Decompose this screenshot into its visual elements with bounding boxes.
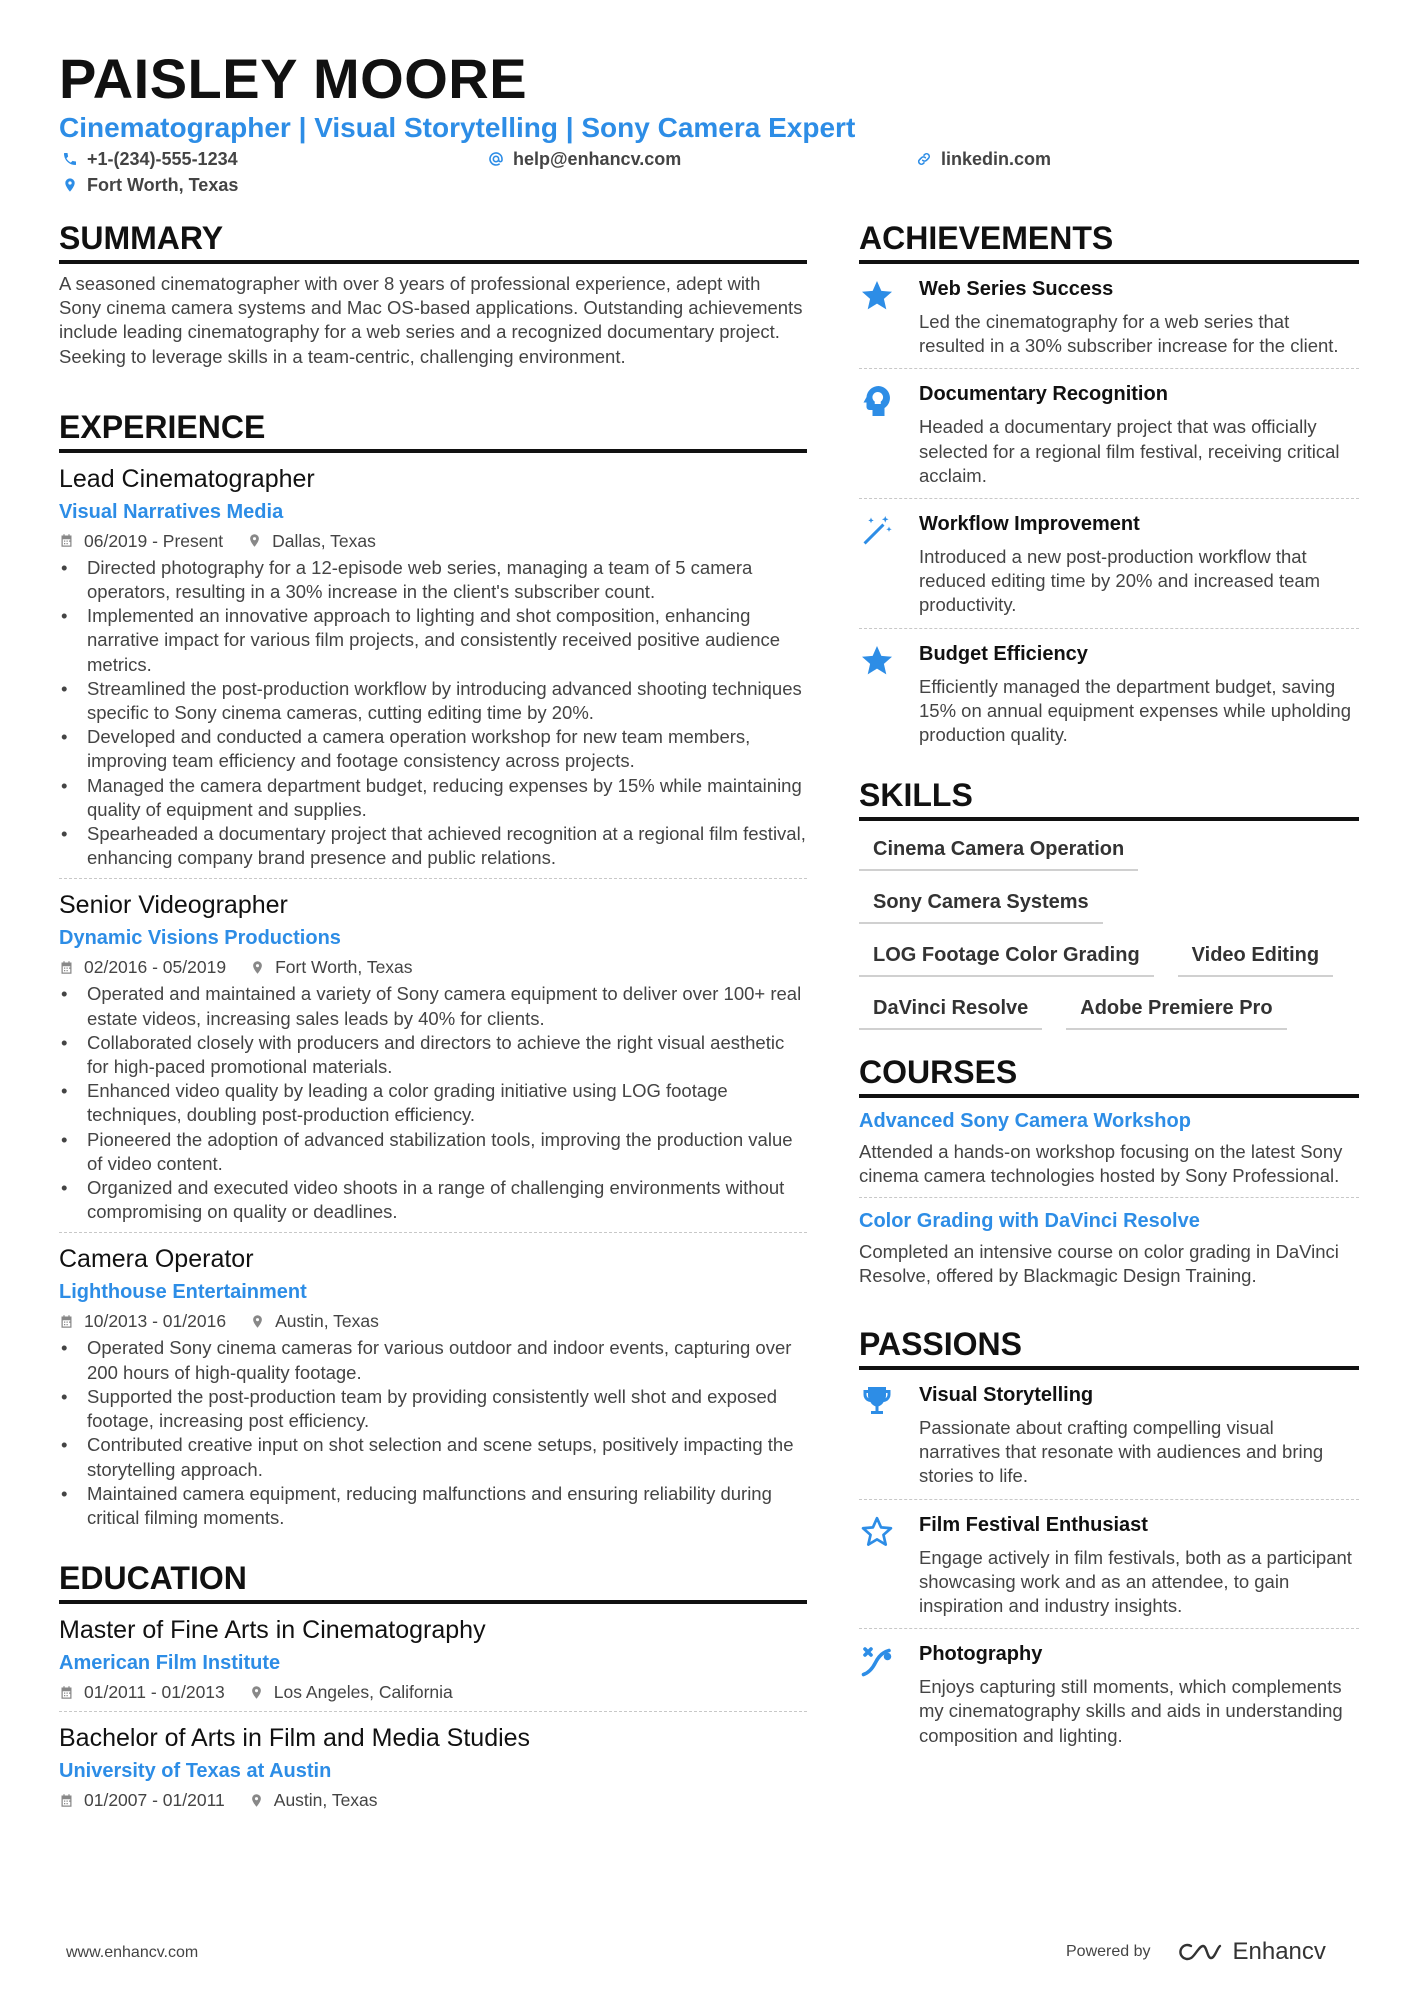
achievement-title: Budget Efficiency	[919, 642, 1088, 665]
experience-section	[59, 407, 807, 1530]
skills-section	[859, 775, 1359, 1030]
skill-tag: Sony Camera Systems	[859, 888, 1103, 924]
phone-icon	[62, 151, 78, 167]
contact-phone[interactable]	[62, 148, 238, 170]
location-pin-icon	[247, 533, 262, 548]
passion-title: Photography	[919, 1643, 1043, 1666]
education-school[interactable]: University of Texas at Austin	[59, 1760, 332, 1783]
contact-location	[62, 174, 238, 196]
passion-desc: Passionate about crafting compelling visual narratives that resonate with audiences and bring stories to life.	[919, 1417, 1324, 1487]
website-text: linkedin.com	[941, 149, 1052, 169]
job-bullet: • Directed photography for a 12-episode web series, managing a team of 5 camera operators, resulting in a 30% increase in the client's subscriber count.	[59, 556, 807, 604]
passion-item	[859, 1500, 1359, 1630]
courses-heading: COURSES	[859, 1052, 1359, 1098]
location-pin-icon	[249, 1685, 264, 1700]
passion-item	[859, 1629, 1359, 1758]
achievement-title: Web Series Success	[919, 278, 1114, 300]
job-location: Dallas, Texas	[272, 530, 376, 551]
job-bullet: • Supported the post-production team by providing consistently well shot and exposed footage, increasing post efficiency.	[59, 1385, 807, 1433]
job-bullet: • Pioneered the adoption of advanced stabilization tools, improving the production value of video content.	[59, 1128, 807, 1176]
course-item	[859, 1098, 1359, 1197]
enhancv-logo	[1177, 1938, 1326, 1966]
job-entry	[59, 463, 807, 880]
job-location: Austin, Texas	[275, 1311, 379, 1332]
passion-title: Visual Storytelling	[919, 1384, 1094, 1407]
location-pin-icon	[62, 177, 78, 193]
achievement-item	[859, 264, 1359, 369]
phone-text: +1-(234)-555-1234	[87, 149, 238, 169]
achievement-desc: Led the cinematography for a web series that resulted in a 30% subscriber increase for the client.	[919, 311, 1339, 357]
job-bullet: • Collaborated closely with producers and directors to achieve the right visual aesthetic for high-paced promotional materials.	[59, 1031, 807, 1079]
job-dates: 06/2019 - Present	[84, 530, 224, 551]
passion-item	[859, 1370, 1359, 1500]
achievement-item	[859, 369, 1359, 499]
education-entry	[59, 1614, 807, 1712]
candidate-name: PAISLEY MOORE	[59, 47, 528, 110]
divider	[59, 1232, 807, 1233]
candidate-tagline: Cinematographer | Visual Storytelling | Sony Camera Expert	[59, 112, 856, 143]
email-text: help@enhancv.com	[513, 149, 682, 169]
magic-wand-icon	[859, 513, 895, 549]
education-dates: 01/2011 - 01/2013	[84, 1682, 225, 1703]
achievement-title: Workflow Improvement	[919, 513, 1140, 536]
location-text: Fort Worth, Texas	[87, 175, 239, 195]
job-location: Fort Worth, Texas	[275, 957, 413, 978]
education-degree: Bachelor of Arts in Film and Media Studies	[59, 1724, 531, 1753]
course-desc: Completed an intensive course on color grading in DaVinci Resolve, offered by Blackmagic Design Training.	[859, 1240, 1339, 1286]
divider	[59, 1711, 807, 1712]
enhancv-logo-icon	[1177, 1941, 1223, 1963]
job-bullet: • Contributed creative input on shot selection and scene setups, positively impacting the storytelling approach.	[59, 1433, 807, 1481]
achievement-title: Documentary Recognition	[919, 383, 1168, 406]
skill-tag: Video Editing	[1178, 941, 1333, 977]
skills-list	[859, 835, 1359, 1030]
calendar-icon	[59, 1685, 74, 1700]
job-bullet: • Managed the camera department budget, reducing expenses by 15% while maintaining quality of equipment and supplies.	[59, 774, 807, 822]
summary-text: A seasoned cinematographer with over 8 years of professional experience, adept with Sony cinema camera systems and Mac OS-based applications. Outstanding achievements include leading cinematography for a web series and a recognized documentary project. Seeking to leverage skills in a team-centric, challenging environment.	[59, 273, 803, 367]
achievement-desc: Introduced a new post-production workflow that reduced editing time by 20% and increased team productivity.	[919, 546, 1321, 616]
achievements-heading: ACHIEVEMENTS	[859, 218, 1359, 264]
achievement-item	[859, 629, 1359, 758]
job-meta	[59, 956, 807, 978]
job-dates: 02/2016 - 05/2019	[84, 957, 227, 978]
calendar-icon	[59, 533, 74, 548]
contact-website[interactable]	[916, 148, 1051, 170]
experience-heading: EXPERIENCE	[59, 407, 807, 453]
job-role: Camera Operator	[59, 1245, 254, 1274]
education-meta	[59, 1681, 807, 1703]
head-idea-icon	[859, 383, 895, 419]
passion-desc: Enjoys capturing still moments, which complements my cinematography skills and aids in understanding composition and lighting.	[919, 1676, 1343, 1746]
course-title[interactable]: Color Grading with DaVinci Resolve	[859, 1209, 1200, 1232]
star-outline-icon	[859, 1514, 895, 1550]
education-school[interactable]: American Film Institute	[59, 1652, 281, 1675]
education-meta	[59, 1789, 807, 1811]
education-location: Los Angeles, California	[273, 1682, 453, 1703]
footer-website[interactable]: www.enhancv.com	[66, 1944, 199, 1961]
location-pin-icon	[249, 1793, 264, 1808]
education-heading: EDUCATION	[59, 1558, 807, 1604]
calendar-icon	[59, 1314, 74, 1329]
route-icon	[859, 1643, 895, 1679]
skill-tag: Cinema Camera Operation	[859, 835, 1138, 871]
divider	[59, 878, 807, 879]
job-meta	[59, 530, 807, 552]
course-desc: Attended a hands-on workshop focusing on the latest Sony cinema camera technologies hosted by Sony Professional.	[859, 1141, 1343, 1187]
job-company[interactable]: Visual Narratives Media	[59, 500, 284, 523]
job-role: Lead Cinematographer	[59, 464, 315, 493]
summary-heading: SUMMARY	[59, 218, 807, 264]
passions-section	[859, 1324, 1359, 1758]
location-pin-icon	[250, 1314, 265, 1329]
job-bullets	[59, 556, 807, 871]
calendar-icon	[59, 960, 74, 975]
job-company[interactable]: Lighthouse Entertainment	[59, 1281, 307, 1304]
job-bullets	[59, 1336, 807, 1530]
passion-desc: Engage actively in film festivals, both as a participant showcasing work and as an attendee, to gain inspiration and industry insights.	[919, 1546, 1352, 1617]
achievements-section	[859, 218, 1359, 757]
achievement-desc: Efficiently managed the department budget, saving 15% on annual equipment expenses while upholding production quality.	[919, 675, 1351, 746]
job-company[interactable]: Dynamic Visions Productions	[59, 927, 341, 950]
job-bullet: • Operated and maintained a variety of Sony camera equipment to deliver over 100+ real estate videos, increasing sales leads by 40% for clients.	[59, 982, 807, 1030]
education-entry	[59, 1722, 807, 1811]
job-bullet: • Developed and conducted a camera operation workshop for new team members, improving team efficiency and footage consistency across projects.	[59, 725, 807, 773]
footer-branding[interactable]	[1066, 1938, 1326, 1966]
job-bullet: • Spearheaded a documentary project that achieved recognition at a regional film festival, enhancing company brand presence and public relations.	[59, 822, 807, 870]
skill-tag: DaVinci Resolve	[859, 994, 1042, 1030]
trophy-icon	[859, 1384, 895, 1420]
left-column	[59, 218, 807, 1811]
education-location: Austin, Texas	[273, 1790, 378, 1811]
job-entry	[59, 889, 807, 1233]
passion-title: Film Festival Enthusiast	[919, 1513, 1148, 1536]
job-bullet: • Streamlined the post-production workflow by introducing advanced shooting techniques specific to Sony cinema cameras, cutting editing time by 20%.	[59, 677, 807, 725]
job-bullets	[59, 982, 807, 1224]
job-bullet: • Operated Sony cinema cameras for various outdoor and indoor events, capturing over 200 hours of high-quality footage.	[59, 1336, 807, 1384]
job-bullet: • Implemented an innovative approach to lighting and shot composition, enhancing narrative impact for various film projects, and consistently received positive audience metrics.	[59, 604, 807, 677]
job-meta	[59, 1310, 807, 1332]
education-section	[59, 1558, 807, 1811]
skill-tag: LOG Footage Color Grading	[859, 941, 1154, 977]
job-role: Senior Videographer	[59, 891, 288, 920]
course-item	[859, 1198, 1359, 1288]
education-degree: Master of Fine Arts in Cinematography	[59, 1616, 486, 1645]
brand-name: Enhancv	[1232, 1938, 1326, 1965]
skills-heading: SKILLS	[859, 775, 1359, 821]
passions-heading: PASSIONS	[859, 1324, 1359, 1370]
job-dates: 10/2013 - 01/2016	[84, 1311, 227, 1332]
powered-by-label: Powered by	[1066, 1943, 1151, 1960]
courses-section	[859, 1052, 1359, 1288]
achievement-desc: Headed a documentary project that was officially selected for a regional film festival, receiving critical acclaim.	[919, 416, 1340, 486]
location-pin-icon	[250, 960, 265, 975]
job-bullet: • Enhanced video quality by leading a color grading initiative using LOG footage techniques, doubling post-production efficiency.	[59, 1079, 807, 1127]
course-title[interactable]: Advanced Sony Camera Workshop	[859, 1110, 1191, 1133]
job-entry	[59, 1243, 807, 1530]
at-icon	[488, 151, 504, 167]
star-icon	[859, 643, 895, 679]
contact-email[interactable]	[488, 148, 681, 170]
link-icon	[916, 151, 932, 167]
summary-section	[59, 218, 807, 369]
skill-tag: Adobe Premiere Pro	[1066, 994, 1286, 1030]
job-bullet: • Organized and executed video shoots in a range of challenging environments without compromising on quality or deadlines.	[59, 1176, 807, 1224]
calendar-icon	[59, 1793, 74, 1808]
job-bullet: • Maintained camera equipment, reducing malfunctions and ensuring reliability during critical filming moments.	[59, 1482, 807, 1530]
star-icon	[859, 278, 895, 314]
right-column	[859, 218, 1359, 1758]
achievement-item	[859, 499, 1359, 629]
education-dates: 01/2007 - 01/2011	[84, 1790, 225, 1811]
